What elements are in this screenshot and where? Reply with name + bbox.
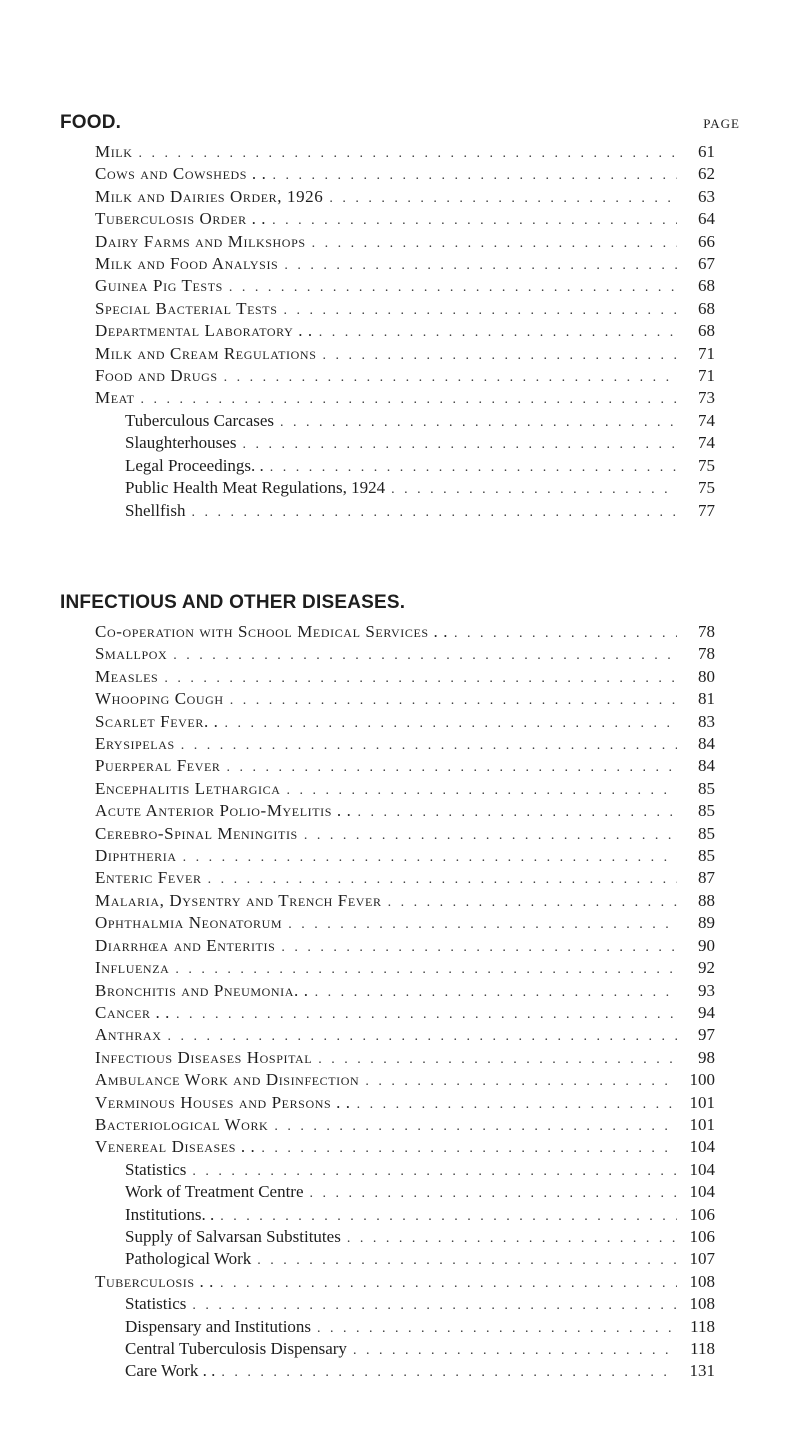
toc-entry (95, 1182, 715, 1204)
toc-entry-page: 106 (689, 1226, 715, 1246)
dot-leader (454, 624, 677, 644)
toc-entry (95, 232, 715, 254)
toc-entry-page: 85 (698, 801, 715, 821)
toc-entry (95, 981, 715, 1003)
toc-entry-label: Puerperal Fever (95, 756, 221, 776)
dot-leader (284, 301, 677, 321)
toc-entry-label: Milk (95, 142, 133, 161)
toc-entry-label: Bronchitis and Pneumonia. . (95, 980, 309, 1000)
dot-leader (229, 278, 677, 298)
toc-entry-label: Diarrhœa and Enteritis (95, 935, 276, 955)
toc-entry-label: Tuberculosis . . (95, 1271, 214, 1291)
toc-entry-label: Tuberculous Carcases (125, 410, 275, 430)
toc-entry (95, 622, 715, 644)
toc-entry-page: 108 (689, 1271, 715, 1291)
toc-entry-label: Influenza (95, 958, 170, 978)
dot-leader (224, 368, 677, 388)
toc-entry-label: Ambulance Work and Disinfection (95, 1070, 360, 1090)
toc-entry-page: 85 (698, 823, 715, 843)
toc-entry (95, 936, 715, 958)
toc-entry-label: Milk and Food Analysis (95, 254, 279, 274)
toc-entry (95, 254, 715, 276)
toc-entry (95, 321, 715, 343)
toc-entry-page: 84 (698, 756, 715, 776)
dot-leader (261, 1139, 677, 1159)
toc-entry (95, 958, 715, 980)
dot-leader (274, 1117, 677, 1137)
toc-entry (95, 1294, 715, 1316)
dot-leader (220, 1274, 677, 1294)
dot-leader (225, 714, 677, 734)
toc-entry (95, 1093, 715, 1115)
dot-leader (183, 848, 677, 868)
toc-entry-page: 66 (698, 231, 715, 251)
toc-entry (95, 1003, 715, 1025)
toc-entry-page: 67 (698, 254, 715, 274)
toc-entry (95, 1160, 715, 1182)
toc-entry (95, 913, 715, 935)
toc-entry-label: Care Work . . (125, 1361, 216, 1381)
dot-leader (286, 781, 677, 801)
dot-leader (365, 1072, 677, 1092)
toc-entry-page: 101 (689, 1114, 715, 1134)
toc-entry-page: 77 (698, 500, 715, 520)
dot-leader (257, 1251, 677, 1271)
toc-entry-label: Work of Treatment Centre (125, 1182, 304, 1202)
toc-entry (95, 164, 715, 186)
dot-leader (329, 189, 677, 209)
toc-entry-page: 73 (698, 388, 715, 408)
infectious-toc-list (95, 622, 715, 1384)
toc-entry (95, 1070, 715, 1092)
dot-leader (357, 803, 677, 823)
toc-entry (95, 209, 715, 231)
toc-entry (95, 1048, 715, 1070)
toc-entry-label: Ophthalmia Neonatorum (95, 913, 283, 933)
toc-entry (95, 1115, 715, 1137)
toc-entry (95, 1249, 715, 1271)
toc-entry (95, 1272, 715, 1294)
toc-entry-page: 100 (689, 1070, 715, 1090)
toc-entry-label: Statistics (125, 1159, 187, 1179)
toc-entry-label: Tuberculosis Order . . (95, 209, 267, 229)
toc-entry-label: Pathological Work (125, 1249, 252, 1269)
dot-leader (391, 480, 677, 500)
toc-entry-page: 97 (698, 1025, 715, 1045)
toc-entry-page: 68 (698, 321, 715, 341)
toc-entry-page: 118 (690, 1339, 715, 1358)
dot-leader (192, 1296, 677, 1316)
toc-entry-page: 88 (698, 890, 715, 910)
dot-leader (317, 1319, 677, 1339)
dot-leader (141, 390, 677, 410)
toc-entry-label: Milk and Cream Regulations (95, 343, 317, 363)
toc-entry-label: Guinea Pig Tests (95, 276, 223, 296)
toc-entry-page: 83 (698, 711, 715, 731)
dot-leader (353, 1341, 677, 1361)
toc-entry (95, 868, 715, 890)
toc-entry-label: Food and Drugs (95, 366, 218, 386)
toc-entry-page: 92 (698, 958, 715, 978)
dot-leader (281, 938, 677, 958)
toc-entry-label: Slaughterhouses (125, 433, 237, 453)
toc-entry-page: 63 (698, 186, 715, 206)
toc-entry-page: 90 (698, 935, 715, 955)
toc-entry (95, 1361, 715, 1383)
toc-entry-page: 131 (689, 1361, 715, 1381)
toc-entry (95, 411, 715, 433)
dot-leader (284, 256, 677, 276)
toc-entry-page: 64 (698, 209, 715, 229)
toc-entry-page: 107 (689, 1249, 715, 1269)
toc-entry (95, 801, 715, 823)
toc-entry (95, 734, 715, 756)
toc-entry (95, 1205, 715, 1227)
toc-entry-label: Infectious Diseases Hospital (95, 1047, 313, 1067)
toc-entry-page: 87 (698, 868, 715, 888)
toc-entry-label: Statistics (125, 1294, 187, 1314)
toc-entry-label: Measles (95, 666, 159, 686)
toc-entry (95, 433, 715, 455)
toc-entry-page: 89 (698, 913, 715, 933)
food-section-title: FOOD. (60, 112, 122, 133)
toc-entry-page: 85 (698, 846, 715, 866)
dot-leader (318, 1050, 677, 1070)
toc-entry-label: Anthrax (95, 1025, 162, 1045)
toc-entry (95, 1227, 715, 1249)
toc-entry (95, 779, 715, 801)
toc-entry-page: 71 (698, 366, 715, 386)
toc-entry-page: 62 (698, 164, 715, 184)
toc-entry-page: 68 (698, 276, 715, 296)
infectious-section-header (60, 592, 740, 614)
toc-entry (95, 1025, 715, 1047)
food-section-header (60, 112, 740, 134)
toc-entry-page: 104 (689, 1159, 715, 1179)
toc-entry (95, 824, 715, 846)
toc-entry-page: 108 (689, 1294, 715, 1314)
toc-entry (95, 388, 715, 410)
toc-entry (95, 501, 715, 523)
toc-entry (95, 756, 715, 778)
dot-leader (176, 1005, 677, 1025)
toc-entry-page: 75 (698, 478, 715, 498)
toc-entry (95, 689, 715, 711)
toc-entry (95, 712, 715, 734)
toc-entry-label: Institutions. . (125, 1204, 215, 1224)
toc-entry-label: Bacteriological Work (95, 1114, 269, 1134)
toc-entry-page: 84 (698, 734, 715, 754)
toc-entry (95, 276, 715, 298)
toc-entry-label: Malaria, Dysentry and Trench Fever (95, 890, 382, 910)
toc-entry-label: Diphtheria (95, 846, 177, 866)
toc-entry-page: 104 (689, 1182, 715, 1202)
toc-entry-page: 101 (689, 1092, 715, 1112)
dot-leader (357, 1095, 677, 1115)
toc-entry-label: Venereal Diseases . . (95, 1137, 256, 1157)
page-column-label: PAGE (703, 116, 740, 131)
dot-leader (315, 983, 677, 1003)
toc-entry-label: Public Health Meat Regulations, 1924 (125, 478, 386, 498)
toc-entry (95, 366, 715, 388)
food-toc-list (95, 142, 715, 523)
toc-entry (95, 667, 715, 689)
toc-entry (95, 344, 715, 366)
toc-entry-label: Erysipelas (95, 734, 175, 754)
toc-entry-page: 75 (698, 455, 715, 475)
dot-leader (139, 144, 677, 164)
dot-leader (220, 1207, 677, 1227)
toc-entry-page: 118 (690, 1316, 715, 1336)
dot-leader (322, 346, 677, 366)
toc-entry-label: Dairy Farms and Milkshops (95, 231, 306, 251)
dot-leader (230, 691, 677, 711)
toc-entry-label: Meat (95, 388, 135, 408)
dot-leader (270, 458, 677, 478)
dot-leader (191, 503, 677, 523)
toc-entry-label: Enteric Fever (95, 868, 202, 888)
toc-entry-label: Scarlet Fever. . (95, 711, 219, 731)
dot-leader (175, 960, 677, 980)
toc-entry-label: Departmental Laboratory . . (95, 321, 313, 341)
toc-entry (95, 142, 715, 164)
toc-entry (95, 1339, 715, 1361)
dot-leader (167, 1027, 677, 1047)
toc-entry-page: 71 (698, 343, 715, 363)
toc-entry-page: 94 (698, 1002, 715, 1022)
dot-leader (312, 234, 677, 254)
toc-entry-label: Smallpox (95, 644, 168, 664)
dot-leader (221, 1363, 677, 1383)
dot-leader (173, 646, 677, 666)
toc-entry-label: Co-operation with School Medical Services . . (95, 622, 449, 641)
toc-entry-page: 104 (689, 1137, 715, 1157)
dot-leader (208, 870, 677, 890)
toc-entry (95, 846, 715, 868)
toc-entry-label: Cerebro-Spinal Meningitis (95, 823, 298, 843)
toc-entry-label: Cows and Cowsheds . . (95, 164, 267, 184)
dot-leader (304, 826, 677, 846)
dot-leader (319, 323, 677, 343)
toc-entry (95, 1137, 715, 1159)
toc-entry-label: Whooping Cough (95, 689, 224, 709)
toc-entry-label: Encephalitis Lethargica (95, 778, 281, 798)
dot-leader (347, 1229, 677, 1249)
toc-entry-page: 61 (698, 142, 715, 161)
toc-entry-label: Dispensary and Institutions (125, 1316, 312, 1336)
toc-entry-label: Special Bacterial Tests (95, 298, 278, 318)
toc-entry-label: Acute Anterior Polio-Myelitis . . (95, 801, 352, 821)
dot-leader (227, 758, 678, 778)
dot-leader (272, 211, 677, 231)
dot-leader (164, 669, 677, 689)
dot-leader (192, 1162, 677, 1182)
dot-leader (388, 893, 677, 913)
toc-entry-page: 74 (698, 410, 715, 430)
toc-entry-page: 78 (698, 622, 715, 641)
toc-entry-page: 80 (698, 666, 715, 686)
dot-leader (181, 736, 677, 756)
toc-entry-label: Supply of Salvarsan Substitutes (125, 1226, 341, 1246)
toc-entry-page: 93 (698, 980, 715, 1000)
dot-leader (242, 435, 677, 455)
toc-entry (95, 456, 715, 478)
toc-entry-page: 81 (698, 689, 715, 709)
toc-entry-page: 98 (698, 1047, 715, 1067)
toc-entry-page: 85 (698, 778, 715, 798)
toc-entry (95, 187, 715, 209)
toc-entry (95, 1317, 715, 1339)
toc-entry-label: Cancer . . (95, 1002, 171, 1022)
toc-entry-page: 106 (689, 1204, 715, 1224)
dot-leader (280, 413, 677, 433)
toc-entry-label: Shellfish (125, 500, 186, 520)
toc-entry-label: Verminous Houses and Persons . . (95, 1092, 351, 1112)
toc-entry-page: 74 (698, 433, 715, 453)
toc-entry-page: 78 (698, 644, 715, 664)
toc-entry (95, 891, 715, 913)
dot-leader (310, 1184, 677, 1204)
dot-leader (272, 166, 677, 186)
toc-entry (95, 478, 715, 500)
toc-entry-label: Legal Proceedings. . (125, 455, 264, 475)
toc-entry-label: Milk and Dairies Order, 1926 (95, 186, 324, 206)
toc-entry-page: 68 (698, 298, 715, 318)
toc-entry (95, 299, 715, 321)
toc-entry (95, 644, 715, 666)
dot-leader (288, 915, 677, 935)
infectious-section-title: INFECTIOUS AND OTHER DISEASES. (60, 592, 406, 613)
toc-entry-label: Central Tuberculosis Dispensary (125, 1339, 347, 1358)
